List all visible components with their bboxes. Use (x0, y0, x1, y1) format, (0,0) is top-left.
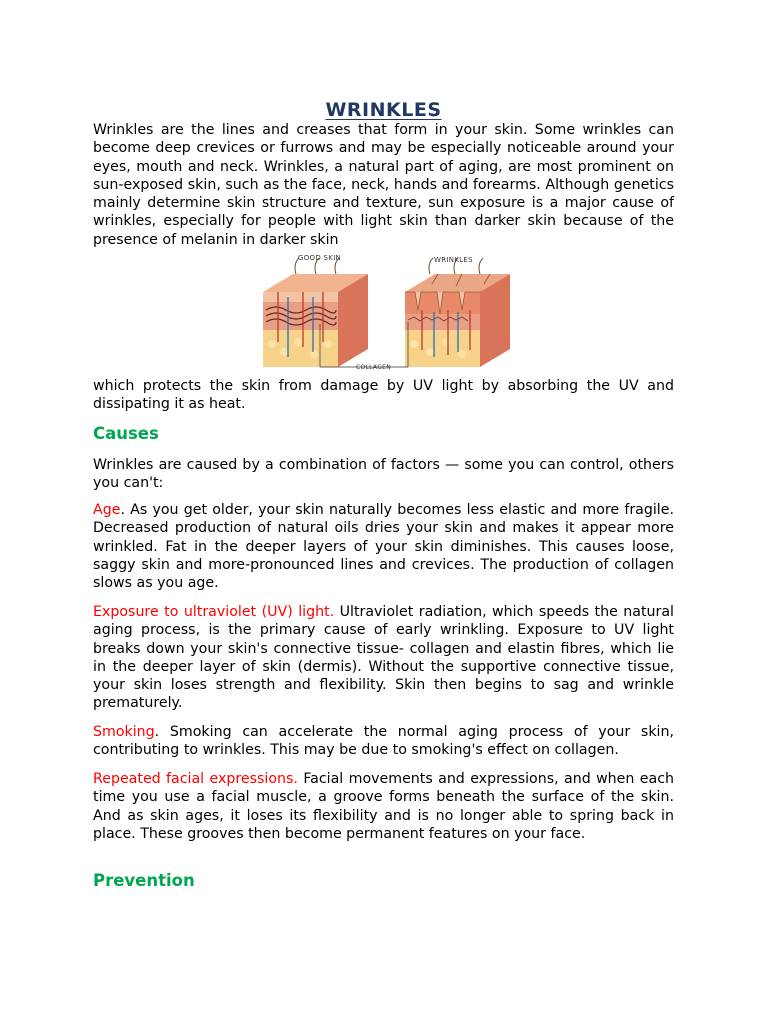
collagen-label: COLLAGEN (356, 364, 392, 371)
page-title: WRINKLES (325, 98, 442, 121)
good-skin-label: GOOD SKIN (298, 254, 342, 262)
prevention-heading: Prevention (93, 871, 195, 890)
cause-term: Exposure to ultraviolet (UV) light. (93, 604, 335, 620)
intro-paragraph: Wrinkles are the lines and creases that form in your skin. Some wrinkles can become deep crevices or furrows and may be especially noticeable around your eyes, mouth and neck. Wrinkles, a natural part of aging, are most prominent on sun-exposed skin, such as the face, neck, hands and forearms. Although genetics mainly determine skin structure and texture, sun exposure is a major cause of wrinkles, especially for people with light skin than darker skin because of the presence of melanin in darker skin (93, 122, 674, 248)
intro-continuation: which protects the skin from damage by UV light by absorbing the UV and dissipating it as heat. (93, 378, 674, 413)
good-skin-block (263, 258, 368, 367)
cause-text: . As you get older, your skin naturally becomes less elastic and more fragile. Decreased production of natural oils dries your skin and makes it appear more wrinkled. Fat in the deeper layers of your skin diminishes. This causes loose, saggy skin and more-pronounced lines and crevices. The production of collagen slows as you age. (93, 502, 674, 592)
cause-text: Facial movements and expressions, and when each time you use a facial muscle, a groove forms beneath the surface of the skin. And as skin ages, it loses its flexibility and is no longer able to spring back in place. These grooves then become permanent features on your face. (93, 771, 674, 842)
cause-age (93, 501, 674, 592)
cause-text: Ultraviolet radiation, which speeds the natural aging process, is the primary cause of early wrinkling. Exposure to UV light breaks down your skin's connective tissue- collagen and elastin fibres, which lie in the deeper layer of skin (dermis). Without the supportive connective tissue, your skin loses strength and flexibility. Skin then begins to sag and wrinkle prematurely. (93, 604, 675, 712)
skin-diagram-figure (258, 252, 518, 374)
cause-term: Smoking (93, 724, 155, 740)
wrinkled-skin-block (405, 258, 510, 367)
cause-smoking (93, 723, 674, 760)
cause-term: Age (93, 502, 121, 518)
cause-text: . Smoking can accelerate the normal aging process of your skin, contributing to wrinkles. This may be due to smoking's effect on collagen. (93, 724, 674, 759)
cause-facial-expressions (93, 770, 674, 843)
causes-lead: Wrinkles are caused by a combination of factors — some you can control, others you can't: (93, 457, 674, 492)
skin-cross-section-illustration (258, 252, 518, 374)
cause-uv (93, 603, 674, 713)
wrinkles-label: WRINKLES (434, 256, 473, 264)
cause-term: Repeated facial expressions. (93, 771, 298, 787)
causes-heading: Causes (93, 424, 159, 443)
